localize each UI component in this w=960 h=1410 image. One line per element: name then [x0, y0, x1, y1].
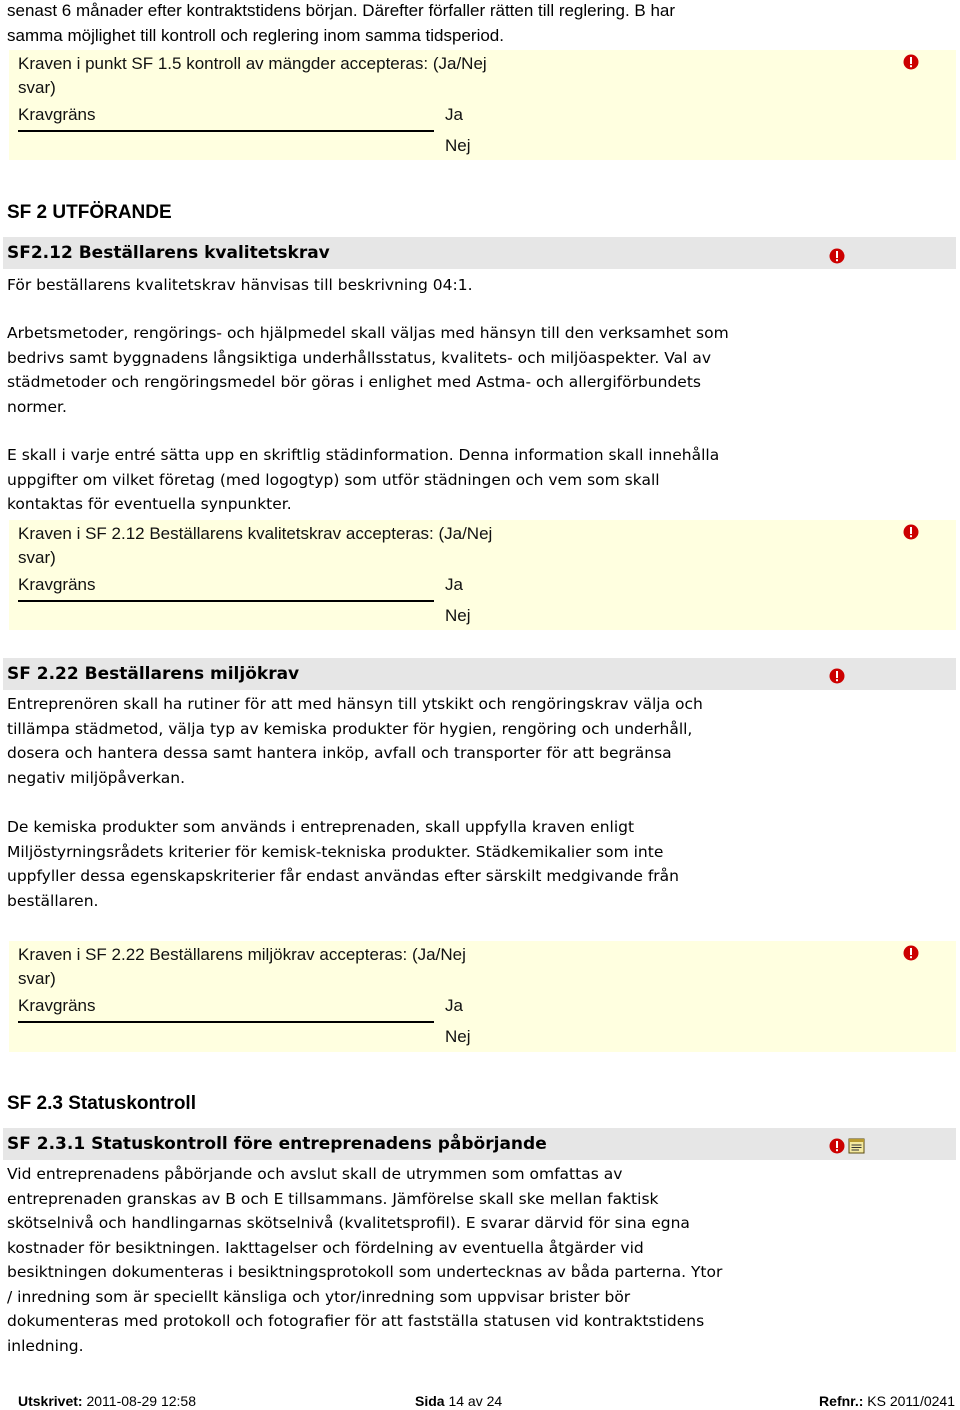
- text-line: bedrivs samt byggnadens långsiktiga underhållsstatus, kvalitets- och miljöaspekter. Val av: [7, 348, 711, 367]
- section-heading-sf231: SF 2.3.1 Statuskontroll före entreprenadens påbörjande: [7, 1134, 547, 1154]
- alert-icon: [903, 524, 919, 540]
- requirement-question-cont: svar): [18, 548, 56, 567]
- text-line: negativ miljöpåverkan.: [7, 768, 186, 787]
- answer-no[interactable]: Nej: [445, 606, 471, 625]
- text-line: Miljöstyrningsrådets kriterier för kemisk-tekniska produkter. Städkemikalier som inte: [7, 842, 664, 861]
- text-line: normer.: [7, 397, 67, 416]
- section-heading-sf2: SF 2 UTFÖRANDE: [7, 202, 172, 223]
- requirement-question: Kraven i SF 2.12 Beställarens kvalitetskrav accepteras: (Ja/Nej: [18, 524, 493, 543]
- alert-icon: [903, 54, 919, 70]
- text-line: tillämpa städmetod, välja typ av kemiska produkter för hygien, rengöring och underhåll,: [7, 719, 693, 738]
- requirement-box-sf212: [9, 520, 956, 630]
- footer-printed-value: 2011-08-29 12:58: [86, 1393, 196, 1409]
- heading-bar-sf212: [3, 237, 956, 269]
- heading-bar-sf222: [3, 658, 956, 690]
- text-line: kontaktas för eventuella synpunkter.: [7, 495, 292, 513]
- text-line: dosera och hantera dessa samt hantera inköp, avfall och transporter för att begränsa: [7, 744, 672, 762]
- intro-text: [7, 0, 675, 48]
- text-line: Arbetsmetoder, rengörings- och hjälpmedel skall väljas med hänsyn till den verksamhet som: [7, 324, 729, 342]
- requirement-box-sf15: [9, 50, 956, 160]
- section-heading-sf222: SF 2.22 Beställarens miljökrav: [7, 664, 300, 684]
- heading-bar-sf231: [3, 1128, 956, 1160]
- answer-no[interactable]: Nej: [445, 1027, 471, 1046]
- requirement-question: Kraven i punkt SF 1.5 kontroll av mängder accepteras: (Ja/Nej: [18, 54, 487, 73]
- answer-yes[interactable]: Ja: [445, 575, 463, 594]
- section-heading-sf212: SF2.12 Beställarens kvalitetskrav: [7, 243, 330, 263]
- footer-page-value: 14 av 24: [448, 1393, 503, 1409]
- text-line: Entreprenören skall ha rutiner för att med hänsyn till ytskikt och rengöringskrav välja och: [7, 695, 703, 713]
- sf231-paragraph: [7, 1162, 797, 1358]
- answer-yes[interactable]: Ja: [445, 105, 463, 124]
- footer-ref-label: Refnr.:: [819, 1393, 864, 1409]
- text-line: städmetoder och rengöringsmedel bör göras i enlighet med Astma- och allergiförbundets: [7, 373, 701, 391]
- sf222-paragraph-1: [7, 692, 807, 790]
- alert-icon: [829, 1138, 845, 1154]
- limit-label: Kravgräns: [18, 996, 96, 1015]
- footer-page-label: Sida: [415, 1393, 445, 1409]
- text-line: inledning.: [7, 1336, 84, 1355]
- sf212-paragraph-2: [7, 321, 807, 419]
- sf222-paragraph-2: [7, 815, 807, 913]
- intro-line-2: samma möjlighet till kontroll och reglering inom samma tidsperiod.: [7, 26, 504, 45]
- text-line: De kemiska produkter som används i entreprenaden, skall uppfylla kraven enligt: [7, 818, 635, 836]
- sf212-paragraph-1: För beställarens kvalitetskrav hänvisas till beskrivning 04:1.: [7, 276, 473, 294]
- answer-line: [18, 1021, 434, 1023]
- requirement-question: Kraven i SF 2.22 Beställarens miljökrav accepteras: (Ja/Nej: [18, 945, 466, 964]
- answer-line: [18, 130, 434, 132]
- text-line: beställaren.: [7, 891, 99, 910]
- text-line: skötselnivå och handlingarnas skötselnivå (kvalitetsprofil). E svarar därvid för sina egna: [7, 1214, 690, 1232]
- footer-printed-label: Utskrivet:: [18, 1393, 83, 1409]
- answer-yes[interactable]: Ja: [445, 996, 463, 1015]
- requirement-question-cont: svar): [18, 78, 56, 97]
- text-line: kostnader för besiktningen. Iakttagelser och fördelning av eventuella åtgärder vid: [7, 1238, 644, 1257]
- notes-icon[interactable]: [848, 1137, 866, 1155]
- requirement-question-cont: svar): [18, 969, 56, 988]
- answer-no[interactable]: Nej: [445, 136, 471, 155]
- limit-label: Kravgräns: [18, 575, 96, 594]
- text-line: Vid entreprenadens påbörjande och avslut skall de utrymmen som omfattas av: [7, 1165, 623, 1183]
- limit-label: Kravgräns: [18, 105, 96, 124]
- footer-ref: [819, 1392, 955, 1410]
- alert-icon: [903, 945, 919, 961]
- section-heading-sf23: SF 2.3 Statuskontroll: [7, 1093, 196, 1114]
- intro-line-1: senast 6 månader efter kontraktstidens början. Därefter förfaller rätten till reglering. B har: [7, 1, 676, 20]
- alert-icon: [829, 668, 845, 684]
- requirement-box-sf222: [9, 941, 956, 1052]
- footer-printed: [18, 1392, 196, 1410]
- answer-line: [18, 600, 434, 602]
- text-line: uppfyller dessa egenskapskriterier får endast användas efter särskilt medgivande från: [7, 867, 679, 885]
- text-line: entreprenaden granskas av B och E tillsammans. Jämförelse skall ske mellan faktisk: [7, 1189, 659, 1208]
- sf212-paragraph-3: [7, 443, 807, 517]
- footer-page: [415, 1392, 502, 1410]
- alert-icon: [829, 248, 845, 264]
- text-line: dokumenteras med protokoll och fotografier för att fastställa statusen vid kontraktstidens: [7, 1312, 705, 1330]
- footer-ref-value: KS 2011/0241: [867, 1393, 955, 1409]
- text-line: besiktningen dokumenteras i besiktningsprotokoll som undertecknas av båda parterna. Ytor: [7, 1263, 723, 1281]
- text-line: uppgifter om vilket företag (med logogtyp) som utför städningen och vem som skall: [7, 470, 660, 489]
- text-line: E skall i varje entré sätta upp en skriftlig städinformation. Denna information skall innehålla: [7, 446, 720, 464]
- text-line: / inredning som är speciellt känsliga och ytor/inredning som uppvisar brister bör: [7, 1287, 631, 1306]
